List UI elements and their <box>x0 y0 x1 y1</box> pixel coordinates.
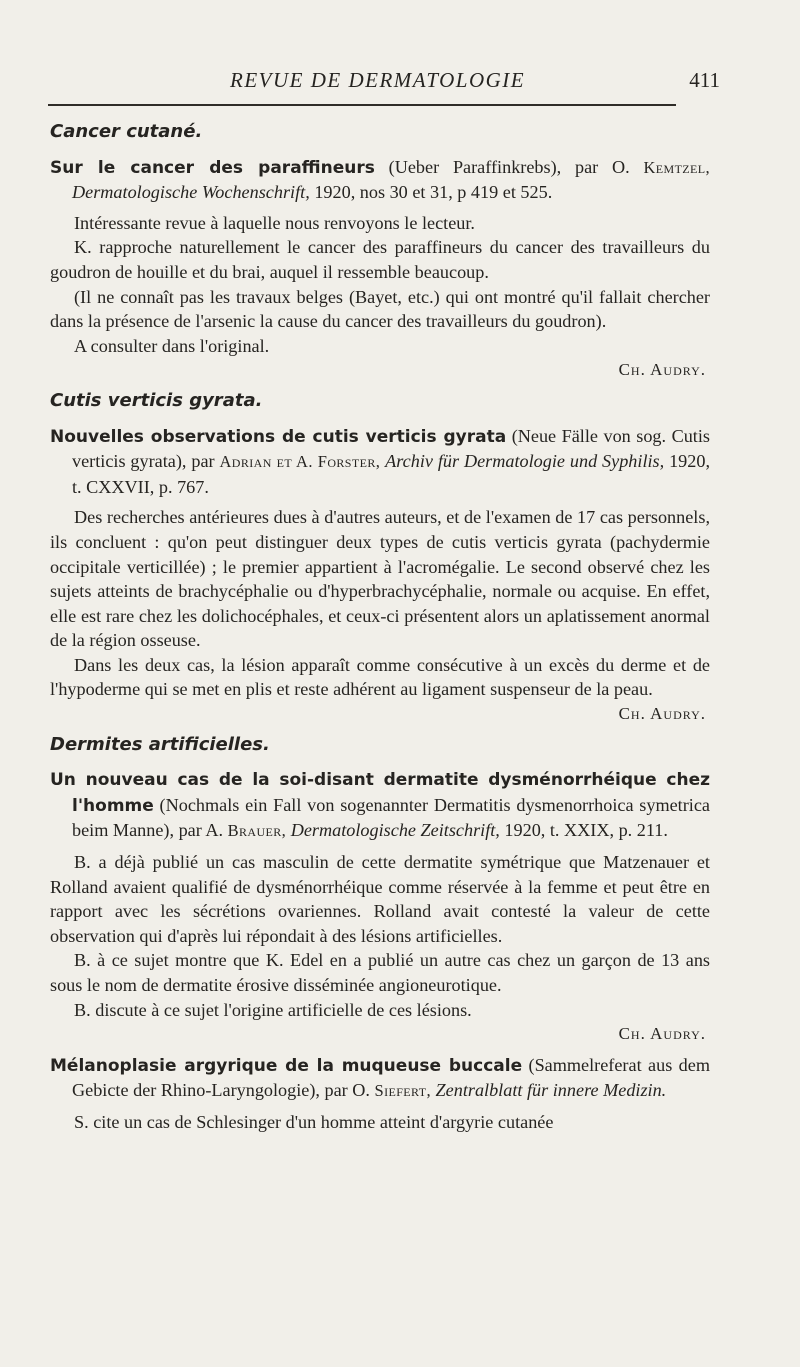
entry-details: 1920, nos 30 et 31, p 419 et 525. <box>314 182 553 203</box>
paragraph: Intéressante revue à laquelle nous renvoyons le lecteur. <box>74 212 475 233</box>
entry-heading <box>50 1053 710 1104</box>
abstract-entry <box>50 424 710 727</box>
entry-title: Un nouveau cas de la soi-disant dermatite dysménorrhéique chez l'homme <box>50 770 710 816</box>
signature: Ch. Audry. <box>618 360 706 380</box>
entry-journal: Dermatologische Wochenschrift, <box>72 182 310 203</box>
abstract-entry <box>50 1053 710 1135</box>
entry-title: Mélanoplasie argyrique de la muqueuse buccale <box>50 1055 523 1076</box>
entry-authors: Brauer, <box>227 821 287 841</box>
entry-journal: Zentralblatt für innere Medizin. <box>435 1080 667 1101</box>
paragraph: Des recherches antérieures dues à d'autres auteurs, et de l'examen de 17 cas personnels, ils concluent : qu'on peut distinguer deux types de cutis verticis gyrata (pachydermie occipitale verticillée) ; le premier appartient à l'acromégalie. Le second observé chez les sujets atteints de brachycéphalie ou d'hyperbrachycéphalie, normale ou acquise. En effet, elle est rare chez les dolichocéphales, et ceux-ci présentent alors un aplatissement anormal de la région osseuse. <box>50 507 710 651</box>
page-number: 411 <box>689 68 720 92</box>
signature: Ch. Audry. <box>618 1024 706 1044</box>
entry-citation: (Nochmals ein Fall von sogenannter Dermatitis dysmenorrhoica symetrica beim Manne), par A. <box>72 794 710 841</box>
abstract-entry <box>50 155 710 383</box>
article-body <box>50 116 710 1141</box>
entry-journal: Dermatologische Zeitschrift, <box>290 820 500 841</box>
paragraph: B. a déjà publié un cas masculin de cette dermatite symétrique que Matzenauer et Rolland avaient qualifié de dysménorrhéique comme réservée à la femme et peut être en rapport avec les sécrétions ovariennes. Rolland avait contesté la valeur de cette observation qui d'après lui répondait à des lésions artificielles. <box>50 852 710 946</box>
section-title: Cancer cutané. <box>50 121 203 142</box>
entry-citation: (Ueber Paraffinkrebs), par O. <box>388 156 644 177</box>
entry-heading <box>50 155 710 205</box>
signature: Ch. Audry. <box>618 704 706 724</box>
abstract-entry <box>50 767 710 1047</box>
entry-details: 1920, t. CXXVII, p. 767. <box>72 451 710 497</box>
paragraph: B. discute à ce sujet l'origine artificielle de ces lésions. <box>74 999 472 1020</box>
entry-heading <box>50 767 710 844</box>
paragraph: (Il ne connaît pas les travaux belges (Bayet, etc.) qui ont montré qu'il fallait chercher dans la présence de l'arsenic la cause du cancer des travailleurs du goudron). <box>50 286 710 332</box>
paragraph: S. cite un cas de Schlesinger d'un homme atteint d'argyrie cutanée <box>74 1111 554 1132</box>
entry-journal: Archiv für Dermatologie und Syphilis, <box>385 451 665 472</box>
entry-citation: (Neue Fälle von sog. Cutis verticis gyrata), par <box>72 425 710 472</box>
entry-title: Nouvelles observations de cutis verticis gyrata <box>50 426 507 447</box>
running-title: REVUE DE DERMATOLOGIE <box>230 68 526 92</box>
paragraph: K. rapproche naturellement le cancer des paraffineurs du cancer des travailleurs du goudron de houille et du brai, auquel il ressemble beaucoup. <box>50 237 710 282</box>
running-header <box>50 64 720 100</box>
section-title: Cutis verticis gyrata. <box>50 389 263 411</box>
entry-authors: Kemtzel, <box>643 157 711 177</box>
header-rule <box>48 104 676 106</box>
entry-heading <box>50 424 710 500</box>
entry-authors: Siefert, <box>374 1081 431 1101</box>
entry-title: Sur le cancer des paraffineurs <box>50 157 375 178</box>
section-title: Dermites artificielles. <box>50 733 270 755</box>
entry-citation: (Sammelreferat aus dem Gebicte der Rhino-Laryngologie), par O. <box>72 1054 710 1101</box>
paragraph: A consulter dans l'original. <box>74 335 270 356</box>
paragraph: B. à ce sujet montre que K. Edel en a publié un autre cas chez un garçon de 13 ans sous le nom de dermatite érosive disséminée angioneurotique. <box>50 950 710 995</box>
entry-authors: Adrian et A. Forster, <box>219 452 381 472</box>
paragraph: Dans les deux cas, la lésion apparaît comme consécutive à un excès du derme et de l'hypoderme qui se met en plis et reste adhérent au ligament suspenseur de la peau. <box>50 654 710 700</box>
entry-details: 1920, t. XXIX, p. 211. <box>504 820 668 841</box>
